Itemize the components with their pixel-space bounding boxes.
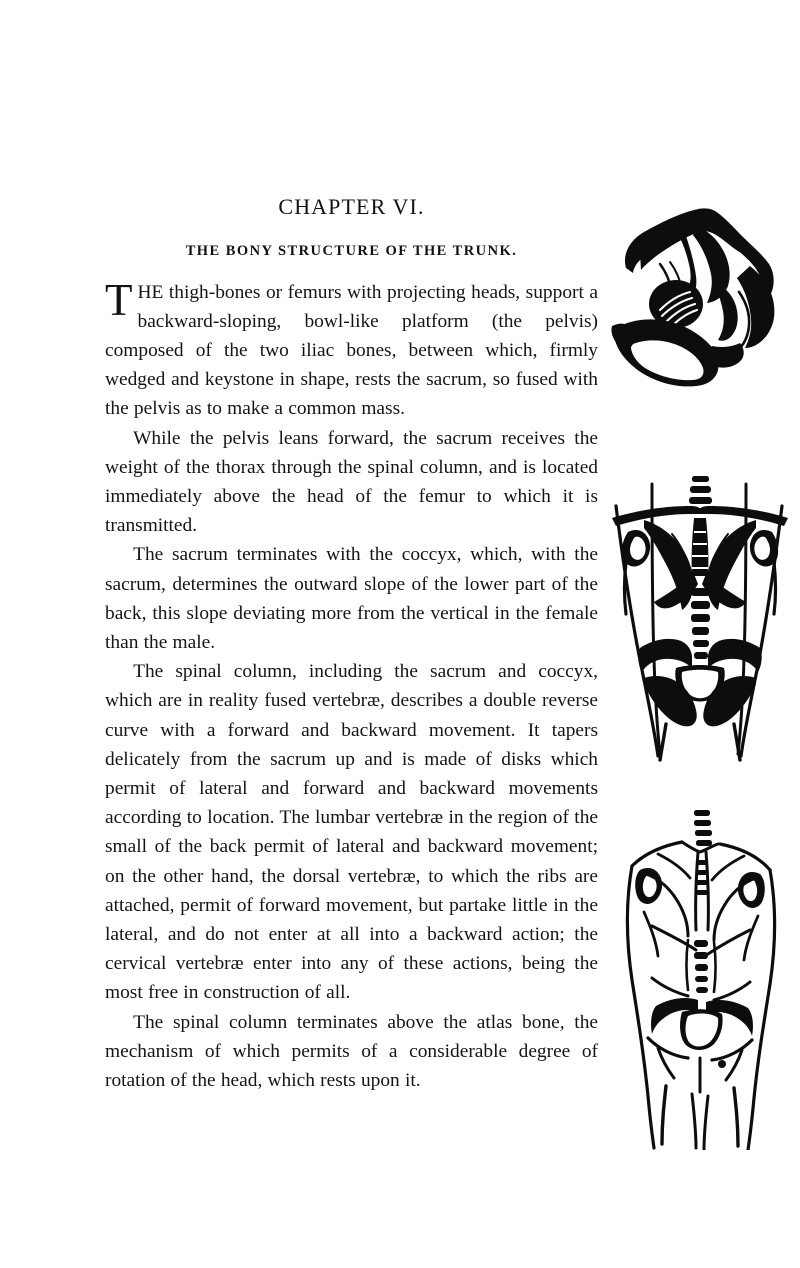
back-torso-spine-illustration bbox=[600, 800, 800, 1150]
text-column bbox=[105, 196, 598, 1095]
paragraph-2: While the pelvis leans forward, the sacrum receives the weight of the thorax through the spinal column, and is located immediately above the head of the femur to which it is transmitted. bbox=[105, 427, 598, 537]
paragraph-4: The spinal column, including the sacrum and coccyx, which are in reality fused vertebræ, describes a double reverse curve with a forward and backward movement. It tapers delicately from the sacrum up and is made of disks which permit of lateral and forward and backward movements according to location. The lumbar vertebræ in the region of the small of the back permit of lateral and backward movement; on the other hand, the dorsal vertebræ, to which the ribs are attached, permit of forward movement, but partake little in the lateral, and do not enter at all into a backward action; the cervical vertebræ enter into any of these actions, being the most free in construction of all. bbox=[105, 661, 598, 1004]
drop-cap-letter: T bbox=[105, 274, 133, 325]
figure-trunk-skeleton-rear bbox=[600, 462, 800, 762]
trunk-skeleton-rear-illustration bbox=[600, 462, 800, 762]
chapter-subtitle: THE BONY STRUCTURE OF THE TRUNK. bbox=[185, 243, 518, 259]
chapter-title: CHAPTER VI. bbox=[278, 194, 425, 219]
pelvis-bone-illustration bbox=[600, 196, 800, 406]
figure-pelvis-bone bbox=[600, 196, 800, 406]
illustration-column bbox=[600, 180, 800, 1160]
paragraph-5: The spinal column terminates above the atlas bone, the mechanism of which permits of a considerable degree of rotation of the head, which rests upon it. bbox=[105, 1011, 598, 1091]
paragraph-1 bbox=[105, 274, 598, 424]
paragraph-1-text: HE thigh-bones or femurs with projecting heads, support a backward-sloping, bowl-like platform (the pelvis) composed of the two iliac bones, between which, firmly wedged and keystone in shape, rests the sacrum, so fused with the pelvis as to make a common mass. bbox=[105, 281, 598, 420]
paragraph-3: The sacrum terminates with the coccyx, which, with the sacrum, determines the outward slope of the lower part of the back, this slope deviating more from the vertical in the female than the male. bbox=[105, 544, 598, 653]
figure-back-torso-spine bbox=[600, 800, 800, 1150]
